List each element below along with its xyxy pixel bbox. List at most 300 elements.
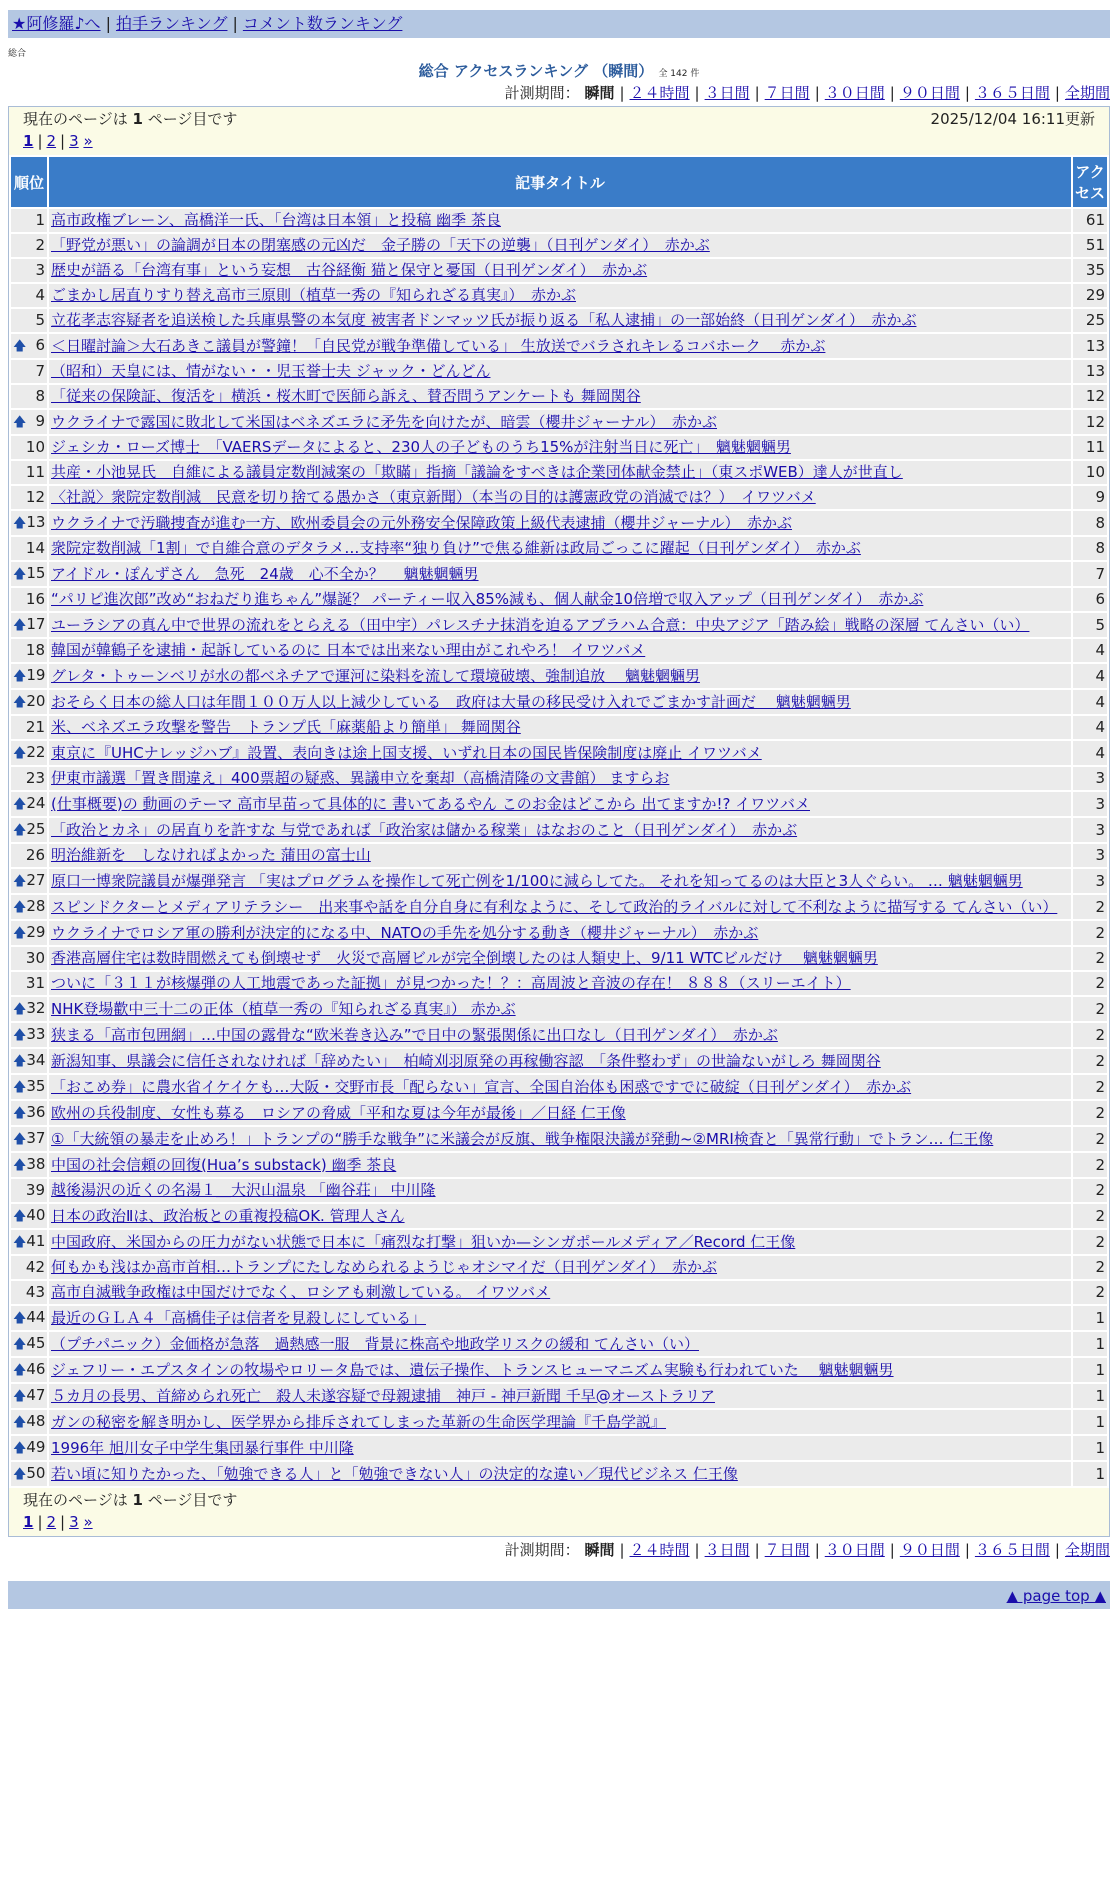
table-row bbox=[11, 1075, 1107, 1099]
title-cell bbox=[49, 844, 1071, 867]
period-separator: | bbox=[619, 1541, 625, 1559]
page-separator: | bbox=[60, 132, 66, 150]
arrow-up-icon: 🡅 bbox=[13, 1235, 27, 1250]
access-count: 2 bbox=[1073, 1075, 1107, 1099]
article-link[interactable]: 「野党が悪い」の論調が日本の閉塞感の元凶だ 金子勝の「天下の逆襲」（日刊ゲンダイ） 赤かぶ bbox=[51, 236, 710, 254]
title-cell bbox=[49, 588, 1071, 611]
article-link[interactable]: おそらく日本の総人口は年間１００万人以上減少している 政府は大量の移民受け入れでごまかす計画だ 魑魅魍魎男 bbox=[51, 692, 851, 711]
period-link[interactable]: ７日間 bbox=[764, 84, 810, 102]
article-link[interactable]: 「おこめ券」に農水省イケイケも…大阪・交野市長「配らない」宣言、全国自治体も困惑ですでに破綻（日刊ゲンダイ） 赤かぶ bbox=[51, 1077, 912, 1096]
access-count: 1 bbox=[1073, 1358, 1107, 1382]
rank-cell bbox=[11, 1075, 47, 1099]
access-count: 51 bbox=[1073, 234, 1107, 257]
title-cell bbox=[49, 1256, 1071, 1279]
rank-cell bbox=[11, 792, 47, 816]
access-count: 5 bbox=[1073, 613, 1107, 637]
access-count: 2 bbox=[1073, 1101, 1107, 1125]
arrow-up-icon: 🡅 bbox=[13, 1028, 27, 1043]
title-cell bbox=[49, 997, 1071, 1021]
article-link[interactable]: ジェフリー・エプスタインの牧場やロリータ島では、遺伝子操作、トランスヒューマニズム実験も行われていた 魑魅魍魎男 bbox=[51, 1360, 894, 1379]
page-link[interactable]: 2 bbox=[46, 132, 57, 150]
rank-cell bbox=[11, 613, 47, 637]
title-cell bbox=[49, 1462, 1071, 1486]
page-link[interactable]: 2 bbox=[46, 1513, 57, 1531]
table-row bbox=[11, 334, 1107, 358]
rank-cell bbox=[11, 334, 47, 358]
access-count: 2 bbox=[1073, 972, 1107, 995]
article-link[interactable]: NHK登場歡中三十二の正体（植草一秀の『知られざる真実』） 赤かぶ bbox=[51, 999, 516, 1018]
table-row bbox=[11, 1153, 1107, 1177]
title-cell bbox=[49, 309, 1071, 332]
next-page-link[interactable]: » bbox=[83, 132, 93, 150]
nav-separator: | bbox=[105, 14, 111, 33]
access-count: 1 bbox=[1073, 1436, 1107, 1460]
arrow-up-icon: 🡅 bbox=[13, 1132, 27, 1147]
arrow-up-icon: 🡅 bbox=[13, 1080, 27, 1095]
rank-cell bbox=[11, 234, 47, 257]
table-row bbox=[11, 1436, 1107, 1460]
table-row bbox=[11, 1049, 1107, 1073]
rank-cell bbox=[11, 1410, 47, 1434]
title-cell bbox=[49, 486, 1071, 509]
rank-cell bbox=[11, 1332, 47, 1356]
title-cell bbox=[49, 639, 1071, 662]
access-count: 2 bbox=[1073, 1153, 1107, 1177]
rank-cell bbox=[11, 309, 47, 332]
rank-cell bbox=[11, 690, 47, 714]
page-top-link[interactable]: ▲ page top ▲ bbox=[1006, 1587, 1106, 1605]
article-link[interactable]: 高市自滅戦争政権は中国だけでなく、ロシアも刺激している。 イワツバメ bbox=[51, 1283, 551, 1301]
arrow-up-icon: 🡅 bbox=[13, 1311, 27, 1326]
article-link[interactable]: ユーラシアの真ん中で世界の流れをとらえる（田中宇）パレスチナ抹消を迫るアブラハム合意：中央アジア「踏み絵」戦略の深層 てんさい（い） bbox=[51, 615, 1030, 634]
period-link[interactable]: ３０日間 bbox=[824, 1541, 885, 1559]
rank-number: 35 bbox=[26, 1077, 46, 1095]
rank-cell bbox=[11, 716, 47, 739]
access-count: 6 bbox=[1073, 588, 1107, 611]
page-separator: | bbox=[37, 132, 43, 150]
access-count: 7 bbox=[1073, 562, 1107, 586]
arrow-up-icon: 🡅 bbox=[13, 1209, 27, 1224]
table-row bbox=[11, 947, 1107, 970]
arrow-up-icon: 🡅 bbox=[13, 669, 27, 684]
table-row bbox=[11, 818, 1107, 842]
article-link[interactable]: 何もかも浅はか高市首相…トランプにたしなめられるようじゃオシマイだ（日刊ゲンダイ） 赤かぶ bbox=[51, 1258, 718, 1276]
period-separator: | bbox=[1054, 84, 1060, 102]
rank-cell bbox=[11, 259, 47, 282]
title-cell bbox=[49, 360, 1071, 383]
period-link[interactable]: ３６５日間 bbox=[974, 84, 1050, 102]
access-count: 2 bbox=[1073, 1204, 1107, 1228]
article-link[interactable]: グレタ・トゥーンベリが水の都ベネチアで運河に染料を流して環境破壊、強制追放 魑魅魍魎男 bbox=[51, 666, 700, 685]
table-row bbox=[11, 309, 1107, 332]
article-link[interactable]: ＜日曜討論＞大石あきこ議員が警鐘！「自民党が戦争準備している」 生放送でバラされキレるコバホーク 赤かぶ bbox=[51, 336, 826, 355]
article-link[interactable]: 高市政権ブレーン、高橋洋一氏、「台湾は日本領」と投稿 幽季 茶良 bbox=[51, 211, 501, 229]
table-row bbox=[11, 716, 1107, 739]
rank-cell bbox=[11, 1256, 47, 1279]
table-row bbox=[11, 234, 1107, 257]
period-separator: | bbox=[754, 84, 760, 102]
rank-number: 36 bbox=[26, 1103, 46, 1121]
article-link[interactable]: 中国政府、米国からの圧力がない状態で日本に「痛烈な打撃」狙いか—シンガポールメディア／Record 仁王像 bbox=[51, 1232, 796, 1251]
table-row bbox=[11, 410, 1107, 434]
period-link[interactable]: 全期間 bbox=[1064, 1541, 1110, 1559]
table-row bbox=[11, 1410, 1107, 1434]
table-row bbox=[11, 1230, 1107, 1254]
article-link[interactable]: ①「大統領の暴走を止めろ！」トランプの“勝手な戦争”に米議会が反旗、戦争権限決議が発動~②MRI検査と「異常行動」でトラン… 仁王像 bbox=[51, 1129, 994, 1148]
article-link[interactable]: 韓国が韓鶴子を逮捕・起訴しているのに 日本では出来ない理由がこれやろ！ イワツバメ bbox=[51, 641, 646, 659]
period-link[interactable]: ２４時間 bbox=[629, 1541, 690, 1559]
article-link[interactable]: （昭和）天皇には、情がない・・児玉誉士夫 ジャック・どんどん bbox=[51, 362, 491, 380]
rank-number: 28 bbox=[26, 897, 46, 915]
table-row bbox=[11, 869, 1107, 893]
header-access: アクセス bbox=[1073, 157, 1107, 207]
article-link[interactable]: 若い頃に知りたかった、「勉強できる人」と「勉強できない人」の決定的な違い／現代ビジネス 仁王像 bbox=[51, 1464, 738, 1483]
rank-number: 23 bbox=[25, 769, 45, 787]
rank-number: 29 bbox=[26, 923, 46, 941]
rank-cell bbox=[11, 486, 47, 509]
rank-cell bbox=[11, 385, 47, 408]
period-separator: | bbox=[694, 1541, 700, 1559]
next-page-link[interactable]: » bbox=[83, 1513, 93, 1531]
pager-top bbox=[9, 107, 1109, 155]
title-cell bbox=[49, 921, 1071, 945]
title-cell bbox=[49, 385, 1071, 408]
table-row bbox=[11, 385, 1107, 408]
table-row bbox=[11, 1358, 1107, 1382]
rank-cell bbox=[11, 664, 47, 688]
rank-cell bbox=[11, 1462, 47, 1486]
period-separator: | bbox=[889, 84, 895, 102]
current-page-text: 現在のページは 1 ページ目です bbox=[23, 110, 238, 128]
access-count: 25 bbox=[1073, 309, 1107, 332]
access-count: 4 bbox=[1073, 741, 1107, 765]
page-link[interactable]: 1 bbox=[23, 1513, 34, 1531]
period-separator: | bbox=[964, 1541, 970, 1559]
article-link[interactable]: 1996年 旭川女子中学生集団暴行事件 中川隆 bbox=[51, 1438, 354, 1457]
table-row bbox=[11, 844, 1107, 867]
home-link[interactable]: ★阿修羅♪へ bbox=[12, 14, 101, 33]
title-cell bbox=[49, 1153, 1071, 1177]
rank-cell bbox=[11, 511, 47, 535]
table-row bbox=[11, 1384, 1107, 1408]
rank-cell bbox=[11, 767, 47, 790]
article-link[interactable]: 香港高層住宅は数時間燃えても倒壊せず 火災で高層ビルが完全倒壊したのは人類史上、9/11 WTCビルだけ 魑魅魍魎男 bbox=[51, 949, 878, 967]
period-link[interactable]: ３０日間 bbox=[824, 84, 885, 102]
access-count: 35 bbox=[1073, 259, 1107, 282]
rank-number: 6 bbox=[35, 336, 45, 354]
table-row bbox=[11, 537, 1107, 560]
ranking-title: 総合 アクセスランキング （瞬間） bbox=[418, 62, 654, 80]
access-count: 61 bbox=[1073, 209, 1107, 232]
arrow-up-icon: 🡅 bbox=[13, 339, 27, 354]
rank-cell bbox=[11, 562, 47, 586]
rank-number: 10 bbox=[25, 438, 45, 456]
article-link[interactable]: ウクライナで汚職捜査が進む一方、欧州委員会の元外務安全保障政策上級代表逮捕（櫻井ジャーナル） 赤かぶ bbox=[51, 513, 793, 532]
rank-cell bbox=[11, 741, 47, 765]
access-count: 2 bbox=[1073, 1049, 1107, 1073]
rank-number: 2 bbox=[35, 236, 45, 254]
rank-cell bbox=[11, 1127, 47, 1151]
title-cell bbox=[49, 284, 1071, 307]
article-link[interactable]: 歴史が語る「台湾有事」という妄想 古谷経衡 猫と保守と憂国（日刊ゲンダイ） 赤かぶ bbox=[51, 261, 648, 279]
rank-number: 49 bbox=[26, 1438, 46, 1456]
access-count: 8 bbox=[1073, 537, 1107, 560]
title-cell bbox=[49, 1023, 1071, 1047]
rank-number: 11 bbox=[25, 463, 45, 481]
article-link[interactable]: アイドル・ぽんずさん 急死 24歳 心不全か？ 魑魅魍魎男 bbox=[51, 564, 479, 583]
rank-cell bbox=[11, 818, 47, 842]
table-row bbox=[11, 1332, 1107, 1356]
rank-number: 22 bbox=[26, 743, 46, 761]
article-link[interactable]: 狭まる「高市包囲網」…中国の露骨な“欧米巻き込み”で日中の緊張関係に出口なし（日刊ゲンダイ） 赤かぶ bbox=[51, 1025, 778, 1044]
access-count: 12 bbox=[1073, 410, 1107, 434]
access-count: 3 bbox=[1073, 818, 1107, 842]
period-label: 計測期間： bbox=[504, 84, 580, 102]
table-row bbox=[11, 1306, 1107, 1330]
rank-number: 26 bbox=[25, 846, 45, 864]
rank-number: 31 bbox=[25, 974, 45, 992]
article-link[interactable]: 中国の社会信頼の回復(Hua’s substack) 幽季 茶良 bbox=[51, 1155, 397, 1174]
table-row bbox=[11, 1281, 1107, 1304]
comment-ranking-link[interactable]: コメント数ランキング bbox=[242, 14, 403, 33]
rank-cell bbox=[11, 209, 47, 232]
period-selector-top bbox=[8, 82, 1110, 104]
title-cell bbox=[49, 716, 1071, 739]
rank-cell bbox=[11, 1153, 47, 1177]
period-link[interactable]: ７日間 bbox=[764, 1541, 810, 1559]
arrow-up-icon: 🡅 bbox=[13, 1054, 27, 1069]
period-link[interactable]: ９０日間 bbox=[899, 84, 960, 102]
rank-number: 19 bbox=[26, 666, 46, 684]
rank-cell bbox=[11, 972, 47, 995]
title-cell bbox=[49, 1384, 1071, 1408]
title-cell bbox=[49, 1049, 1071, 1073]
table-row bbox=[11, 588, 1107, 611]
rank-cell bbox=[11, 895, 47, 919]
access-count: 3 bbox=[1073, 869, 1107, 893]
rank-number: 38 bbox=[26, 1155, 46, 1173]
rank-number: 34 bbox=[26, 1051, 46, 1069]
article-link[interactable]: “パリピ進次郎”改め“おねだり進ちゃん”爆誕？ パーティー収入85%減も、個人献金10倍増で収入アップ（日刊ゲンダイ） 赤かぶ bbox=[51, 590, 924, 608]
rank-cell bbox=[11, 461, 47, 484]
article-link[interactable]: 越後湯沢の近くの名湯１＿大沢山温泉 「幽谷荘」 中川隆 bbox=[51, 1181, 436, 1199]
rank-number: 45 bbox=[26, 1334, 46, 1352]
page-link[interactable]: 1 bbox=[23, 132, 34, 150]
article-link[interactable]: (仕事概要)の 動画のテーマ 高市早苗って具体的に 書いてあるやん このお金はどこから 出てますか!? イワツバメ bbox=[51, 794, 810, 813]
period-link[interactable]: ３６５日間 bbox=[974, 1541, 1050, 1559]
rank-number: 20 bbox=[26, 692, 46, 710]
rank-number: 15 bbox=[26, 564, 46, 582]
rank-number: 40 bbox=[26, 1206, 46, 1224]
rank-number: 5 bbox=[35, 311, 45, 329]
title-cell bbox=[49, 537, 1071, 560]
rank-cell bbox=[11, 947, 47, 970]
access-count: 2 bbox=[1073, 1023, 1107, 1047]
rank-number: 17 bbox=[26, 615, 46, 633]
article-link[interactable]: 日本の政治Ⅱは、政治板との重複投稿OK. 管理人さん bbox=[51, 1206, 405, 1225]
rank-cell bbox=[11, 1049, 47, 1073]
table-row bbox=[11, 511, 1107, 535]
nav-separator: | bbox=[232, 14, 238, 33]
article-link[interactable]: ウクライナで露国に敗北して米国はベネズエラに矛先を向けたが、暗雲（櫻井ジャーナル） 赤かぶ bbox=[51, 412, 718, 431]
period-link[interactable]: ３日間 bbox=[704, 84, 750, 102]
table-row bbox=[11, 1101, 1107, 1125]
title-cell bbox=[49, 259, 1071, 282]
article-link[interactable]: 明治維新を しなければよかった 蒲田の富士山 bbox=[51, 846, 371, 864]
access-count: 8 bbox=[1073, 511, 1107, 535]
access-count: 3 bbox=[1073, 844, 1107, 867]
article-link[interactable]: 最近のＧＬＡ４「高橋佳子は信者を見殺しにしている」 bbox=[51, 1308, 427, 1327]
title-cell bbox=[49, 972, 1071, 995]
access-count: 12 bbox=[1073, 385, 1107, 408]
arrow-up-icon: 🡅 bbox=[13, 618, 27, 633]
title-cell bbox=[49, 869, 1071, 893]
top-nav bbox=[8, 10, 1110, 38]
page-links bbox=[23, 130, 1095, 154]
rank-number: 25 bbox=[26, 820, 46, 838]
arrow-up-icon: 🡅 bbox=[13, 1441, 27, 1456]
period-link[interactable]: ３日間 bbox=[704, 1541, 750, 1559]
access-count: 2 bbox=[1073, 921, 1107, 945]
clap-ranking-link[interactable]: 拍手ランキング bbox=[115, 14, 228, 33]
rank-cell bbox=[11, 1023, 47, 1047]
rank-number: 37 bbox=[26, 1129, 46, 1147]
access-count: 4 bbox=[1073, 639, 1107, 662]
period-separator: | bbox=[694, 84, 700, 102]
article-link[interactable]: 衆院定数削減「1割」で自維合意のデタラメ…支持率“独り負け”で焦る維新は政局ごっこに躍起（日刊ゲンダイ） 赤かぶ bbox=[51, 539, 861, 557]
article-link[interactable]: ついに「３１１が核爆弾の人工地震であった証拠」が見つかった！？：高周波と音波の存在！ ８８８（スリーエイト） bbox=[51, 974, 851, 992]
title-cell bbox=[49, 1179, 1071, 1202]
article-link[interactable]: ガンの秘密を解き明かし、医学界から排斥されてしまった革新の生命医学理論『千島学説』 bbox=[51, 1412, 667, 1431]
ranking-table bbox=[9, 155, 1109, 1488]
rank-cell bbox=[11, 1281, 47, 1304]
rank-cell bbox=[11, 997, 47, 1021]
title-cell bbox=[49, 562, 1071, 586]
rank-cell bbox=[11, 1436, 47, 1460]
title-cell bbox=[49, 436, 1071, 459]
table-row bbox=[11, 1462, 1107, 1486]
period-link[interactable]: 全期間 bbox=[1064, 84, 1110, 102]
rank-cell bbox=[11, 1179, 47, 1202]
rank-number: 47 bbox=[26, 1386, 46, 1404]
article-link[interactable]: 原口一博衆院議員が爆弾発言 「実はプログラムを操作して死亡例を1/100に減らしてた。 それを知ってるのは大臣と3人ぐらい。 … 魑魅魍魎男 bbox=[51, 871, 1023, 890]
article-link[interactable]: 共産・小池晃氏 自維による議員定数削減案の「欺瞞」指摘「議論をすべきは企業団体献金禁止」（東スポWEB）達人が世直し bbox=[51, 463, 903, 481]
rank-cell bbox=[11, 1101, 47, 1125]
title-cell bbox=[49, 1358, 1071, 1382]
table-row bbox=[11, 461, 1107, 484]
rank-number: 42 bbox=[25, 1258, 45, 1276]
arrow-up-icon: 🡅 bbox=[13, 797, 27, 812]
access-count: 1 bbox=[1073, 1306, 1107, 1330]
rank-number: 18 bbox=[25, 641, 45, 659]
title-cell bbox=[49, 209, 1071, 232]
rank-number: 32 bbox=[26, 999, 46, 1017]
rank-number: 50 bbox=[26, 1464, 46, 1482]
access-count: 2 bbox=[1073, 1230, 1107, 1254]
period-separator: | bbox=[814, 1541, 820, 1559]
title-cell bbox=[49, 792, 1071, 816]
page-link[interactable]: 3 bbox=[69, 1513, 79, 1531]
period-separator: | bbox=[619, 84, 625, 102]
access-count: 13 bbox=[1073, 360, 1107, 383]
footer-bar bbox=[8, 1581, 1110, 1609]
title-cell bbox=[49, 1306, 1071, 1330]
article-link[interactable]: 新潟知事、県議会に信任されなければ「辞めたい」 柏崎刈羽原発の再稼働容認 「条件整わず」の世論ないがしろ 舞岡関谷 bbox=[51, 1051, 881, 1070]
table-row bbox=[11, 562, 1107, 586]
rank-number: 43 bbox=[25, 1283, 45, 1301]
table-row bbox=[11, 921, 1107, 945]
article-link[interactable]: 「政治とカネ」の居直りを許すな 与党であれば「政治家は儲かる稼業」はなおのこと（日刊ゲンダイ） 赤かぶ bbox=[51, 820, 798, 839]
rank-number: 14 bbox=[25, 539, 45, 557]
article-link[interactable]: 米、ベネズエラ攻撃を警告 トランプ氏「麻薬船より簡単」 舞岡関谷 bbox=[51, 718, 521, 736]
arrow-up-icon: 🡅 bbox=[13, 1363, 27, 1378]
article-link[interactable]: 〈社説〉衆院定数削減 民意を切り捨てる愚かさ（東京新聞）（本当の目的は護憲政党の消滅では？） イワツバメ bbox=[51, 488, 816, 506]
article-link[interactable]: ウクライナでロシア軍の勝利が決定的になる中、NATOの手先を処分する動き（櫻井ジャーナル） 赤かぶ bbox=[51, 923, 759, 942]
article-link[interactable]: （プチパニック）金価格が急落 過熱感一服 背景に株高や地政学リスクの緩和 てんさい（い） bbox=[51, 1334, 699, 1353]
table-row bbox=[11, 360, 1107, 383]
arrow-up-icon: 🡅 bbox=[13, 874, 27, 889]
rank-number: 46 bbox=[26, 1360, 46, 1378]
title-cell bbox=[49, 767, 1071, 790]
article-link[interactable]: 立花孝志容疑者を追送検した兵庫県警の本気度 被害者ドンマッツ氏が振り返る「私人逮捕」の一部始終（日刊ゲンダイ） 赤かぶ bbox=[51, 311, 917, 329]
table-row bbox=[11, 639, 1107, 662]
article-link[interactable]: 東京に『UHCナレッジハブ』設置、表向きは途上国支援、いずれ日本の国民皆保険制度は廃止 イワツバメ bbox=[51, 743, 762, 762]
period-current: 瞬間 bbox=[584, 84, 615, 102]
arrow-up-icon: 🡅 bbox=[13, 695, 27, 710]
arrow-up-icon: 🡅 bbox=[13, 1002, 27, 1017]
page-links bbox=[23, 1511, 1095, 1535]
table-row bbox=[11, 1204, 1107, 1228]
page-separator: | bbox=[37, 1513, 43, 1531]
pager-bottom bbox=[9, 1488, 1109, 1536]
article-link[interactable]: ５カ月の長男、首締められ死亡 殺人未遂容疑で母親逮捕 神戸 - 神戸新聞 千早@オーストラリア bbox=[51, 1386, 715, 1405]
title-cell bbox=[49, 461, 1071, 484]
article-link[interactable]: スピンドクターとメディアリテラシー 出来事や話を自分自身に有利なように、そして政治的ライバルに対して不利なように描写する てんさい（い） bbox=[51, 897, 1058, 916]
access-count: 11 bbox=[1073, 436, 1107, 459]
article-link[interactable]: 欧州の兵役制度、女性も募る ロシアの脅威「平和な夏は今年が最後」／日経 仁王像 bbox=[51, 1103, 626, 1122]
title-cell bbox=[49, 613, 1071, 637]
article-link[interactable]: ジェシカ・ローズ博士 「VAERSデータによると、230人の子どものうち15%が注射当日に死亡」 魑魅魍魎男 bbox=[51, 438, 791, 456]
page-link[interactable]: 3 bbox=[69, 132, 79, 150]
rank-cell bbox=[11, 1230, 47, 1254]
access-count: 29 bbox=[1073, 284, 1107, 307]
rank-number: 44 bbox=[26, 1308, 46, 1326]
title-cell bbox=[49, 410, 1071, 434]
period-link[interactable]: ２４時間 bbox=[629, 84, 690, 102]
access-count: 3 bbox=[1073, 792, 1107, 816]
table-row bbox=[11, 259, 1107, 282]
access-count: 4 bbox=[1073, 664, 1107, 688]
rank-number: 1 bbox=[35, 211, 45, 229]
article-link[interactable]: ごまかし居直りすり替え高市三原則（植草一秀の『知られざる真実』） 赤かぶ bbox=[51, 286, 577, 304]
period-current: 瞬間 bbox=[584, 1541, 615, 1559]
arrow-up-icon: 🡅 bbox=[13, 746, 27, 761]
access-count: 2 bbox=[1073, 1179, 1107, 1202]
article-link[interactable]: 伊東市議選「置き間違え」400票超の疑惑、異議申立を棄却（高橋清隆の文書館） ますらお bbox=[51, 769, 670, 787]
table-row bbox=[11, 664, 1107, 688]
header-rank: 順位 bbox=[11, 157, 47, 207]
article-link[interactable]: 「従来の保険証、復活を」横浜・桜木町で医師ら訴え、賛否問うアンケートも 舞岡関谷 bbox=[51, 387, 641, 405]
table-row bbox=[11, 1023, 1107, 1047]
arrow-up-icon: 🡅 bbox=[13, 900, 27, 915]
updated-timestamp: 2025/12/04 16:11更新 bbox=[930, 110, 1095, 128]
rank-number: 30 bbox=[25, 949, 45, 967]
table-row bbox=[11, 997, 1107, 1021]
arrow-up-icon: 🡅 bbox=[13, 415, 27, 430]
arrow-up-icon: 🡅 bbox=[13, 926, 27, 941]
rank-number: 16 bbox=[25, 590, 45, 608]
period-link[interactable]: ９０日間 bbox=[899, 1541, 960, 1559]
